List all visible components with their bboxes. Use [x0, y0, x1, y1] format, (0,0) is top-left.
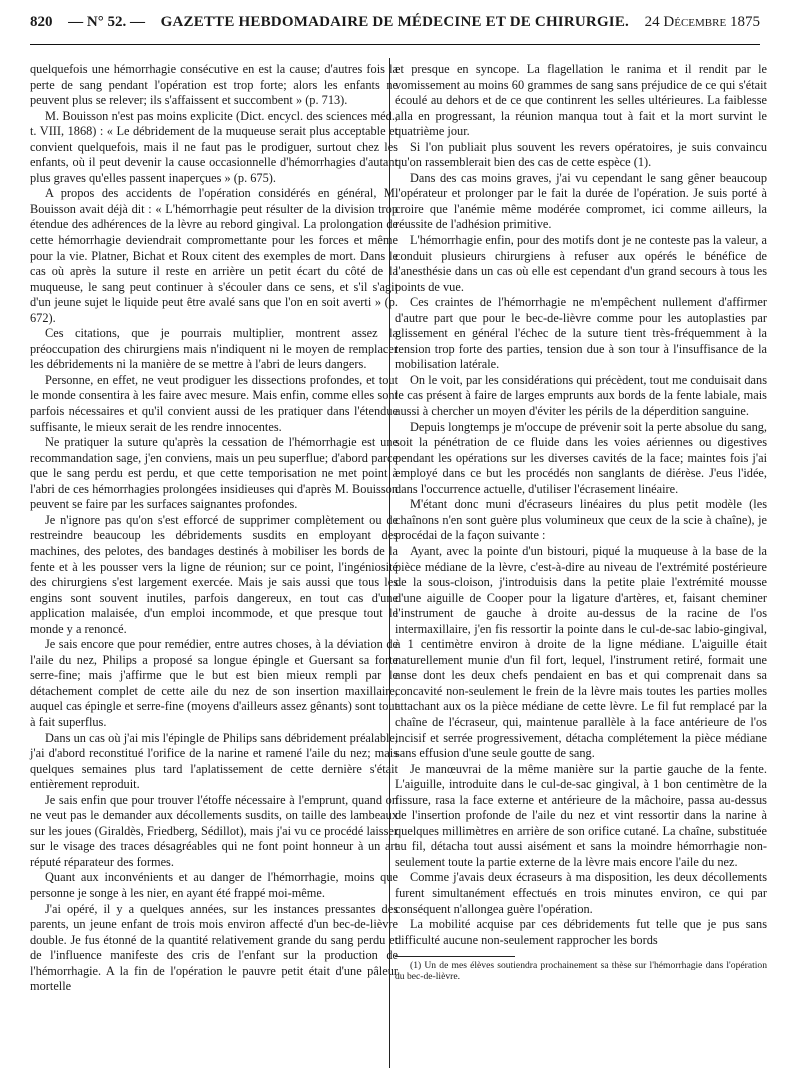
paragraph: Depuis longtemps je m'occupe de prévenir soit la perte absolue du sang, soit la pénétration de ce fluide dans les voies aériennes ou digestives pendant les opérations sur les diverses cavités de la face; maintes fois j'ai employé dans ce but les procédés non sanglants de diérèse. J'eus l'idée, dans l'occurrence actuelle, d'utiliser l'écrasement linéaire.: [395, 419, 767, 496]
paragraph: Dans des cas moins graves, j'ai vu cependant le sang gêner beaucoup l'opérateur et prolonger par le fait la durée de l'opération. Je suis porté à croire que l'anémie même modérée compromet, ici comme ailleurs, la réussite de l'adhésion primitive.: [395, 170, 767, 232]
date-month: Décembre: [663, 14, 727, 30]
issue-date: [645, 14, 760, 31]
paragraph: Quant aux inconvénients et au danger de l'hémorrhagie, moins que personne je songe à les nier, en ayant été frappé moi-même.: [30, 870, 398, 900]
issue-number: — N° 52. —: [68, 14, 145, 30]
journal-title: GAZETTE HEBDOMADAIRE DE MÉDECINE ET DE CHIRURGIE.: [160, 14, 630, 30]
paragraph: La mobilité acquise par ces débridements fut telle que je pus sans difficulté aucune non-seulement rapprocher les bords: [395, 917, 767, 947]
paragraph: Ces craintes de l'hémorrhagie ne m'empêchent nullement d'affirmer d'autre part que pour le bec-de-lièvre comme pour les autoplasties par glissement en général l'échec de la suture tient très-fréquemment à la tension trop forte des parties, tension due à son tour à l'insuffisance de la mobilisation latérale.: [395, 295, 767, 372]
paragraph: Je sais encore que pour remédier, entre autres choses, à la déviation de l'aile du nez, Philips a proposé sa longue épingle et Guersant sa forte serre-fine; mais j'affirme que le but est bien mieux rempli par le détachement complet de cette aile du nez de son insertion maxillaire, auquel cas épingle et serre-fine (moyens d'ailleurs assez gênants) sont tout à fait superflus.: [30, 637, 398, 729]
left-column: [30, 62, 398, 995]
date-day: 24: [644, 14, 660, 30]
paragraph: L'hémorrhagie enfin, pour des motifs dont je ne conteste pas la valeur, a conduit plusieurs chirurgiens à refuser aux opérés le bénéfice de l'anesthésie dans un cas où elle est cependant d'un grand secours à tous les points de vue.: [395, 233, 767, 294]
paragraph: Ne pratiquer la suture qu'après la cessation de l'hémorrhagie est une recommandation sage, j'en conviens, mais un peu superflue; d'abord parce que le sang perdu est perdu, et que cette temporisation ne met point à l'abri de ces hémorrhagies prolongées insidieuses qui d'après M. Bouisson peuvent se faire par les surfaces saignantes profondes.: [30, 435, 398, 512]
paragraph: Je sais enfin que pour trouver l'étoffe nécessaire à l'emprunt, quand on ne veut pas le demander aux décollements susdits, on taille des lambeaux sur les joues (Giraldès, Friedberg, Sédillot), mais j'ai vu ce procédé laisser sur le visage des traces désagréables qui ne font point honneur à un art réputé réparateur des formes.: [30, 792, 398, 869]
footnote-rule: [395, 956, 515, 957]
date-year: 1875: [729, 14, 760, 30]
paragraph: On le voit, par les considérations qui précèdent, tout me conduisait dans le cas présent à faire de larges emprunts aux bords de la fente labiale, mais aussi à chercher un moyen d'éviter les périls de la déperdition sanguine.: [395, 372, 767, 419]
paragraph: Personne, en effet, ne veut prodiguer les dissections profondes, et tout le monde consentira à les faire avec mesure. Mais enfin, comme elles sont parfois nécessaires et qu'il convient aussi de les pratiquer dans l'étendue suffisante, le mieux serait de les rendre innocentes.: [30, 372, 398, 434]
paragraph: Si l'on publiait plus souvent les revers opératoires, je suis convaincu qu'on rassemblerait bien des cas de cette espèce (1).: [395, 139, 767, 170]
right-column: [395, 62, 767, 982]
paragraph: Comme j'avais deux écraseurs à ma disposition, les deux décollements furent simultanément effectués en trois minutes environ, ce qui par conséquent n'allongea guère l'opération.: [395, 870, 767, 916]
footnote: (1) Un de mes élèves soutiendra prochainement sa thèse sur l'hémorrhagie dans l'opération du bec-de-lièvre.: [395, 960, 767, 983]
header-rule: [30, 44, 760, 45]
paragraph: M. Bouisson n'est pas moins explicite (Dict. encycl. des sciences méd., t. VIII, 1868) : « Le débridement de la muqueuse serait plus acceptable et convient quelquefois, mais il ne faut pas le prodiguer, surtout chez les enfants, où il peut devenir la cause occasionnelle d'hémorrhagies d'autant plus graves qu'elles passent inaperçues » (p. 675).: [30, 108, 398, 185]
paragraph: Ces citations, que je pourrais multiplier, montrent assez la préoccupation des chirurgiens mais n'indiquent ni le moyen de remplacer les débridements ni la manière de se mettre à l'abri de leurs dangers.: [30, 326, 398, 372]
paragraph: Dans un cas où j'ai mis l'épingle de Philips sans débridement préalable, j'ai d'abord reconstitué l'orifice de la narine et ramené l'aile du nez; mais quelques semaines plus tard l'aplatissement de cette dernière s'était entièrement reproduit.: [30, 730, 398, 792]
page-number: 820: [30, 14, 53, 30]
paragraph: M'étant donc muni d'écraseurs linéaires du plus petit modèle (les chaînons n'en sont guère plus volumineux que ceux de la scie à chaîne), je procédai de la façon suivante :: [395, 497, 767, 543]
column-divider: [389, 58, 390, 1068]
paragraph: A propos des accidents de l'opération considérés en général, M. Bouisson avait déjà dit : « L'hémorrhagie peut résulter de la division trop étendue des adhérences de la lèvre au rebord gingival. La prolongation de cette hémorrhagie deviendrait compromettante pour les forces et même pour la vie. Platner, Bichat et Roux citent des exemples de mort. Dans le cas où après la suture il reste en arrière un petit écart du côté de la muqueuse, le sang peut continuer à s'écouler dans ce sens, et s'il s'agit d'un jeune sujet le liquide peut être avalé sans que l'on en soit averti » (p. 672).: [30, 186, 398, 325]
paragraph: quelquefois une hémorrhagie consécutive en est la cause; d'autres fois la perte de sang pendant l'opération est trop forte; alors les enfants ne peuvent plus se relever; ils s'affaissent et succombent » (p. 713).: [30, 62, 398, 108]
paragraph: Ayant, avec la pointe d'un bistouri, piqué la muqueuse à la base de la pièce médiane de la lèvre, c'est-à-dire au niveau de l'extrémité postérieure de la sous-cloison, j'introduisis dans la petite plaie l'extrémité mousse d'une aiguille de Cooper pour la ligature d'artères, et, faisant cheminer l'instrument de gauche à droite au-dessus de la racine de l'os intermaxillaire, j'en fis ressortir la pointe dans le cul-de-sac labio-gingival, à 1 centimètre environ à droite de la ligne médiane. L'aiguille était naturellement munie d'un fil fort, lequel, l'instrument retiré, formait une anse dont les deux chefs pendaient en bas et qui comprenait dans sa concavité non-seulement le frein de la lèvre mais toutes les parties molles attachant aux os la pièce médiane de cette lèvre. Le fil fut remplacé par la chaîne de l'écraseur, qui, maintenue parallèle à la face antérieure de l'os incisif et serrée progressivement, détacha complétement la pièce médiane sans effusion d'une seule goutte de sang.: [395, 543, 767, 761]
paragraph: et presque en syncope. La flagellation le ranima et il rendit par le vomissement au moins 60 grammes de sang sans préjudice de ce qui s'était écoulé au dehors et de ce que continrent les selles ultérieures. La faiblesse alla en progressant, la réunion manqua tout à fait et la mort survint le quatrième jour.: [395, 62, 767, 139]
paragraph: Je n'ignore pas qu'on s'est efforcé de supprimer complètement ou de restreindre beaucoup les débridements susdits en employant des machines, des pelotes, des bandages destinés à mobiliser les bords de la fente et à les pousser vers la ligne de réunion; sur ce point, l'ingéniosité des chirurgiens s'est largement exercée. Mais je sais aussi que tous les engins sont souvent inutiles, parfois dangereux, en tout cas d'une application malaisée, d'un emploi incommode, et que presque tout le monde y a renoncé.: [30, 512, 398, 636]
paragraph: Je manœuvrai de la même manière sur la partie gauche de la fente. L'aiguille, introduite dans le cul-de-sac gingival, à 1 bon centimètre de la fissure, rasa la face externe et antérieure de la mâchoire, passa au-dessus de l'insertion profonde de l'aile du nez et vint ressortir dans la narine à quelques millimètres en arrière de son orifice cutané. La chaîne, substituée au fil, détacha tout aussi aisément et sans la moindre hémorrhagie non-seulement toute la partie externe de la lèvre mais encore l'aile du nez.: [395, 761, 767, 869]
paragraph: J'ai opéré, il y a quelques années, sur les instances pressantes des parents, un jeune enfant de trois mois environ affecté d'un bec-de-lièvre double. Je fus étonné de la quantité relativement grande du sang perdu et de l'influence manifeste des cris de l'enfant sur la production de l'hémorrhagie. A la fin de l'opération le pauvre petit était d'une pâleur mortelle: [30, 901, 398, 994]
